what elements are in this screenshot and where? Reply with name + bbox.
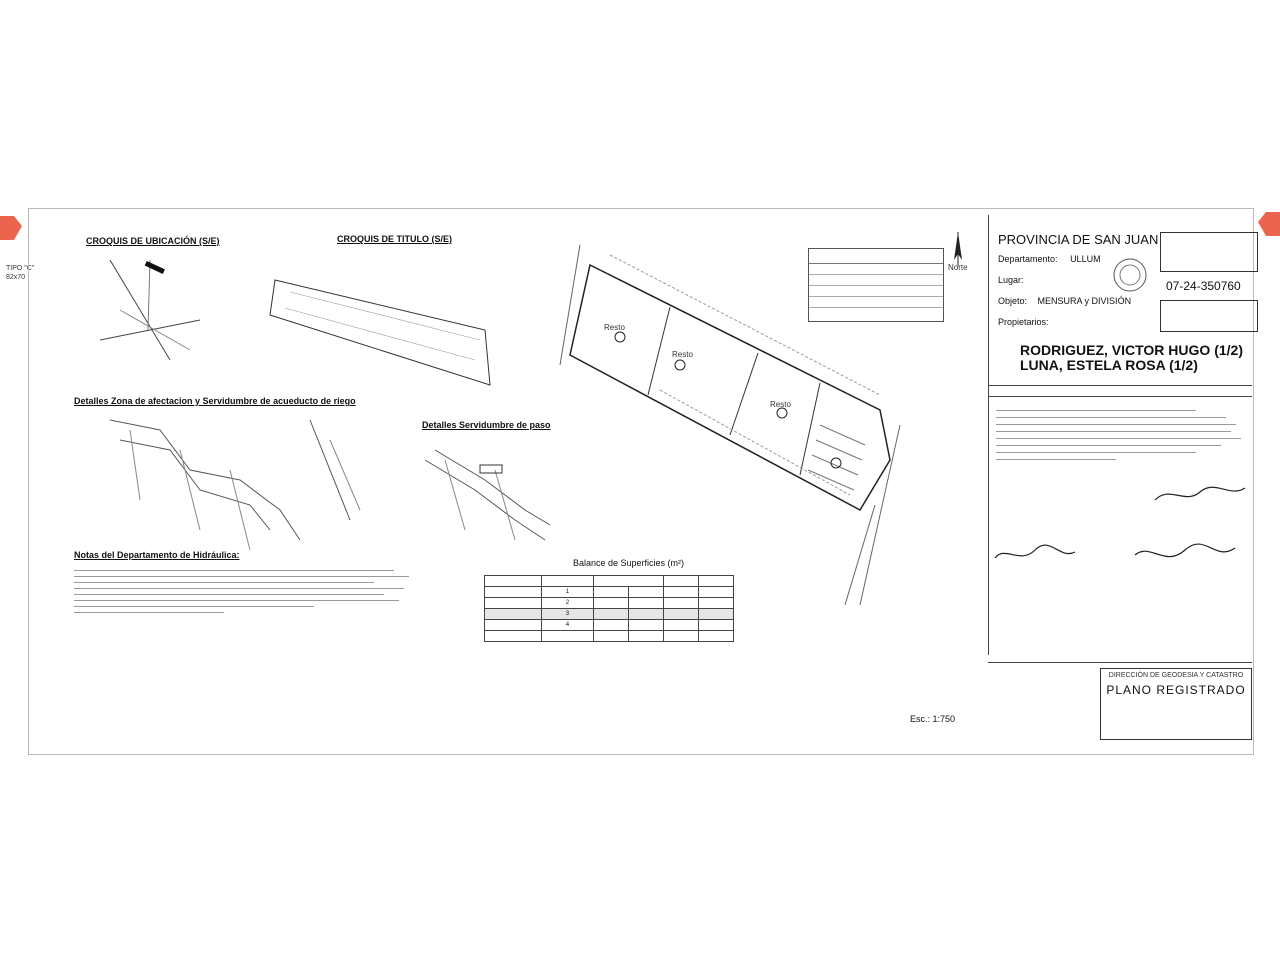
- right-tab-mark: [1256, 208, 1280, 247]
- balance-title: Balance de Superficies (m²): [573, 558, 685, 568]
- croquis-titulo-sketch: [260, 260, 510, 390]
- balance-table: 1 2 3 4: [484, 575, 734, 642]
- scale-label: Esc.: 1:750: [910, 714, 956, 724]
- north-label: Norte: [948, 263, 968, 272]
- stamp-box-top: [1160, 232, 1258, 272]
- departamento-value: ULLUM: [1070, 254, 1101, 264]
- detalles-zona-title: Detalles Zona de afectacion y Servidumbre de acueducto de riego: [74, 396, 356, 406]
- title-block-notes: [996, 404, 1246, 466]
- objeto-label: Objeto:: [998, 296, 1028, 306]
- coordinates-table: [808, 248, 944, 322]
- plano-registrado-label: PLANO REGISTRADO: [1106, 683, 1246, 697]
- departamento-field: [998, 254, 1101, 264]
- propietarios-field: Propietarios:: [998, 317, 1049, 327]
- departamento-label: Departamento:: [998, 254, 1058, 264]
- objeto-field: [998, 296, 1131, 306]
- objeto-value: MENSURA y DIVISIÓN: [1037, 296, 1132, 306]
- owner-2: LUNA, ESTELA ROSA (1/2): [1020, 357, 1198, 373]
- province-title: PROVINCIA DE SAN JUAN: [998, 232, 1159, 247]
- detalles-zona-sketch: [100, 410, 390, 560]
- title-block-rule: [988, 385, 1252, 386]
- signature-surveyor: [1150, 480, 1250, 510]
- signature-owner-1: [990, 540, 1080, 570]
- croquis-titulo-title: CROQUIS DE TITULO (S/E): [337, 234, 453, 244]
- title-block-divider: [988, 215, 989, 655]
- signature-owner-2: [1130, 540, 1240, 570]
- title-block-rule: [988, 662, 1252, 663]
- title-block-rule: [988, 396, 1252, 397]
- stamp-box-mid: [1160, 300, 1258, 332]
- owner-1: RODRIGUEZ, VICTOR HUGO (1/2): [1020, 342, 1243, 358]
- direccion-label: DIRECCIÓN DE GEODESIA Y CATASTRO: [1108, 672, 1244, 679]
- notas-body: [74, 565, 414, 618]
- lot-label-resto: Resto: [604, 323, 625, 332]
- page-format-tag: TIPO "C" 82x70: [6, 265, 35, 281]
- lugar-label: Lugar:: [998, 275, 1024, 285]
- seal-icon: [1110, 255, 1150, 295]
- registration-stamp: [1100, 668, 1252, 740]
- detalles-servidumbre-title: Detalles Servidumbre de paso: [422, 420, 551, 430]
- expediente-number: 07-24-350760: [1166, 279, 1241, 293]
- lugar-field: [998, 275, 1024, 285]
- notas-title: Notas del Departamento de Hidráulica:: [74, 550, 240, 560]
- left-tab-mark: [0, 212, 24, 251]
- lot-label-1: Resto: [672, 350, 693, 359]
- croquis-ubicacion-sketch: [90, 250, 210, 370]
- lot-label-2: Resto: [770, 400, 791, 409]
- croquis-ubicacion-title: CROQUIS DE UBICACIÓN (S/E): [86, 236, 220, 246]
